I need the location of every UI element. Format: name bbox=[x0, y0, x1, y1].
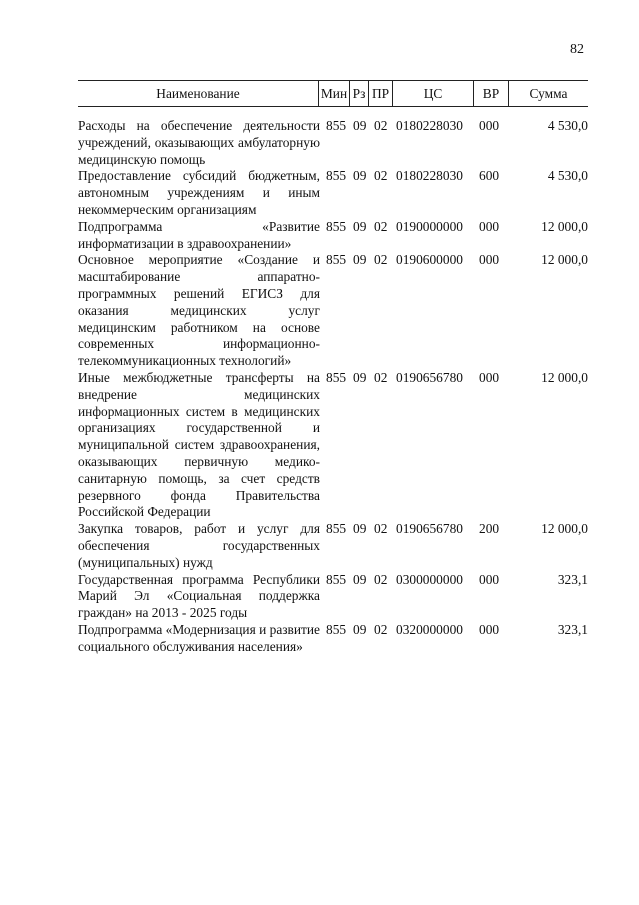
row-sum: 323,1 bbox=[557, 621, 588, 637]
row-rz: 09 bbox=[353, 571, 367, 587]
row-pr: 02 bbox=[374, 218, 388, 234]
row-pr: 02 bbox=[374, 571, 388, 587]
row-min: 855 bbox=[326, 168, 347, 184]
table-header bbox=[78, 80, 588, 107]
row-vr: 600 bbox=[479, 168, 500, 184]
table-row bbox=[78, 168, 588, 218]
header-min: Мин bbox=[320, 86, 348, 101]
row-pr: 02 bbox=[374, 118, 388, 133]
row-vr: 000 bbox=[479, 218, 500, 234]
table-row bbox=[78, 219, 588, 253]
row-pr: 02 bbox=[374, 168, 388, 184]
table-row bbox=[78, 521, 588, 571]
row-pr: 02 bbox=[374, 252, 388, 268]
row-cs: 0300000000 bbox=[396, 571, 463, 587]
row-sum: 12 000,0 bbox=[541, 521, 588, 537]
row-cs: 0190000000 bbox=[396, 218, 463, 234]
row-cs: 0320000000 bbox=[396, 621, 463, 637]
table-row bbox=[78, 622, 588, 656]
header-vr: ВР bbox=[482, 86, 500, 101]
page-number: 82 bbox=[570, 42, 584, 57]
row-sum: 323,1 bbox=[557, 571, 588, 587]
row-rz: 09 bbox=[353, 369, 367, 385]
row-rz: 09 bbox=[353, 621, 367, 637]
row-vr: 000 bbox=[479, 118, 500, 133]
row-sum: 4 530,0 bbox=[547, 168, 588, 184]
row-min: 855 bbox=[326, 218, 347, 234]
row-name: Закупка товаров, работ и услуг для обеспечения государственных (муниципальных) нужд bbox=[78, 521, 320, 570]
row-name: Подпрограмма «Модернизация и развитие социального обслуживания населения» bbox=[78, 621, 320, 654]
row-cs: 0190656780 bbox=[396, 521, 463, 537]
row-rz: 09 bbox=[353, 118, 367, 133]
row-vr: 000 bbox=[479, 621, 500, 637]
row-vr: 000 bbox=[479, 252, 500, 268]
row-name: Основное мероприятие «Создание и масштабирование аппаратно-программных решений ЕГИСЗ для оказания медицинских услуг медицинским работником на основе современных информационно-телекоммуникационных технологий» bbox=[78, 252, 320, 369]
row-pr: 02 bbox=[374, 521, 388, 537]
row-pr: 02 bbox=[374, 369, 388, 385]
row-sum: 12 000,0 bbox=[541, 252, 588, 268]
row-name: Расходы на обеспечение деятельности учреждений, оказывающих амбулаторную медицинскую помощь bbox=[78, 118, 320, 167]
row-name: Государственная программа Республики Марий Эл «Социальная поддержка граждан» на 2013 - 2025 годы bbox=[78, 571, 320, 621]
row-name: Иные межбюджетные трансферты на внедрение медицинских информационных систем в медицинских организациях государственной и муниципальной систем здравоохранения, оказывающих первичную медико-санитарную помощь, за счет средств резервного фонда Правительства Российской Федерации bbox=[78, 369, 320, 520]
header-sum: Сумма bbox=[529, 86, 568, 101]
header-name: Наименование bbox=[156, 86, 240, 101]
table-row bbox=[78, 252, 588, 370]
row-cs: 0190600000 bbox=[396, 252, 463, 268]
header-cs: ЦС bbox=[423, 86, 443, 101]
row-min: 855 bbox=[326, 521, 347, 537]
row-vr: 000 bbox=[479, 369, 500, 385]
row-sum: 12 000,0 bbox=[541, 218, 588, 234]
row-rz: 09 bbox=[353, 252, 367, 268]
row-pr: 02 bbox=[374, 621, 388, 637]
row-min: 855 bbox=[326, 369, 347, 385]
row-cs: 0180228030 bbox=[396, 118, 463, 133]
row-rz: 09 bbox=[353, 218, 367, 234]
table-body bbox=[78, 118, 588, 656]
header-rz: Рз bbox=[352, 86, 366, 101]
row-min: 855 bbox=[326, 252, 347, 268]
row-min: 855 bbox=[326, 621, 347, 637]
table-row bbox=[78, 370, 588, 521]
row-cs: 0180228030 bbox=[396, 168, 463, 184]
row-rz: 09 bbox=[353, 521, 367, 537]
header-pr: ПР bbox=[371, 86, 390, 101]
row-min: 855 bbox=[326, 118, 347, 133]
row-name: Предоставление субсидий бюджетным, автономным учреждениям и иным некоммерческим организациям bbox=[78, 168, 320, 217]
row-vr: 200 bbox=[479, 521, 500, 537]
row-sum: 12 000,0 bbox=[541, 369, 588, 385]
row-min: 855 bbox=[326, 571, 347, 587]
row-rz: 09 bbox=[353, 168, 367, 184]
table-row bbox=[78, 572, 588, 622]
row-sum: 4 530,0 bbox=[547, 118, 588, 133]
table-row bbox=[78, 118, 588, 168]
row-cs: 0190656780 bbox=[396, 369, 463, 385]
row-name: Подпрограмма «Развитие информатизации в здравоохранении» bbox=[78, 218, 320, 251]
row-vr: 000 bbox=[479, 571, 500, 587]
